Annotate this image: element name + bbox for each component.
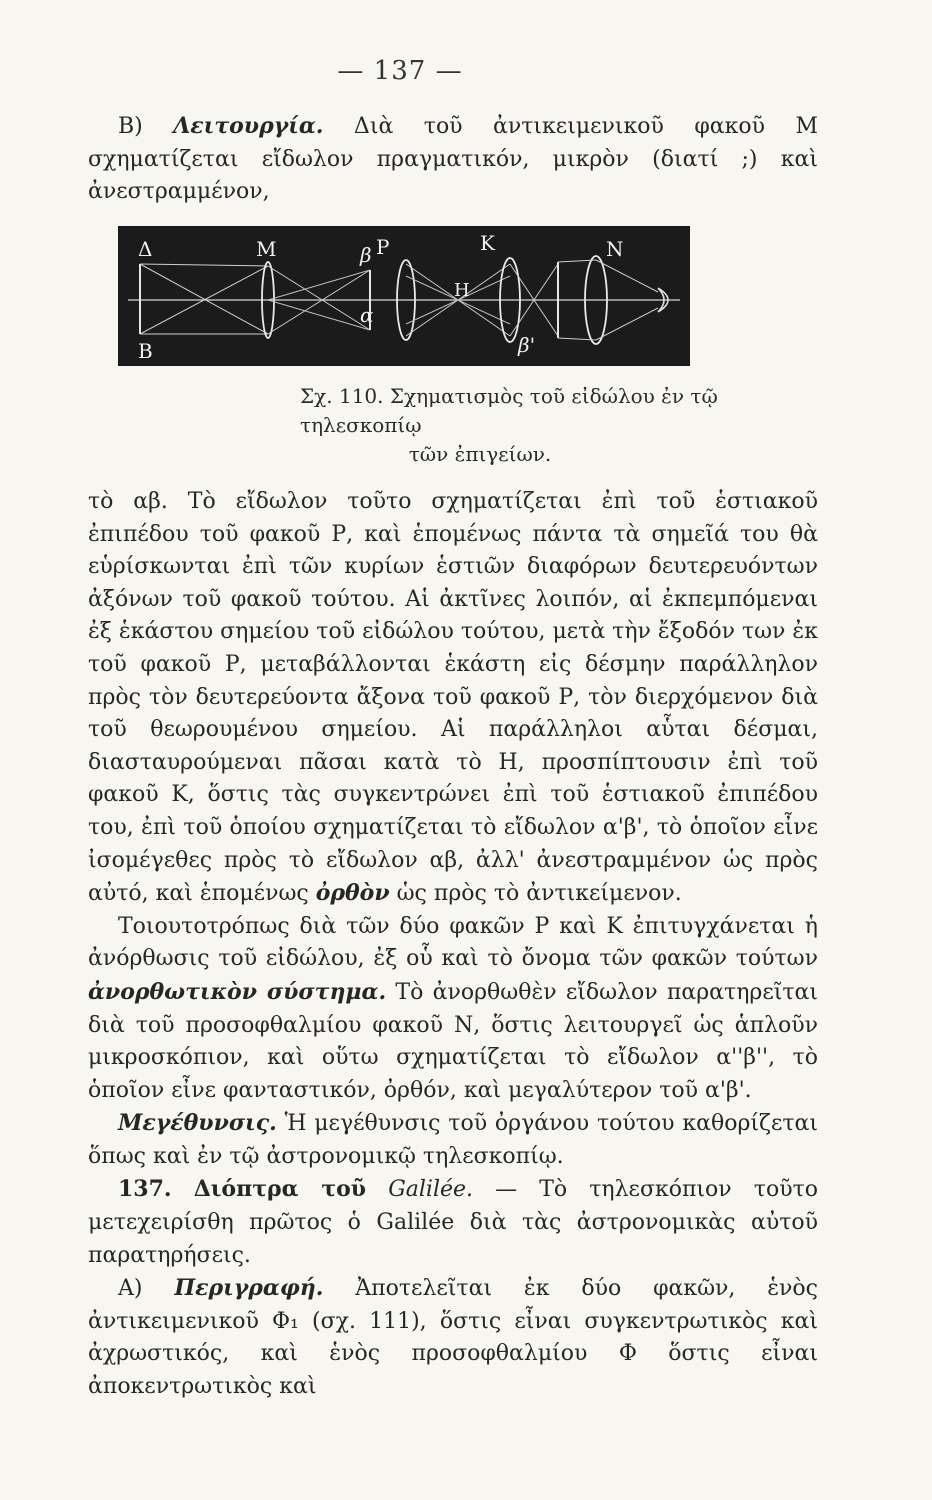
- caption-line-1: Σχ. 110. Σχηματισμὸς τοῦ εἰδώλου ἐν τῷ τηλεσκοπίῳ: [300, 384, 718, 437]
- paragraph-operation: [88, 110, 818, 209]
- paragraph-text-end: ὡς πρὸς τὸ ἀντικείμενον.: [389, 881, 682, 907]
- paragraph-text-end: Τὸ ἀνορθωθὲν εἴδωλον παρατηρεῖται διὰ τοῦ προσοφθαλμίου φακοῦ Ν, ὅστις λειτουργεῖ ὡς ἁπλοῦν μικροσκόπιον, καὶ οὕτω σχηματίζεται τὸ εἴδωλον α''β'', τὸ ὁποῖον εἶνε φανταστικόν, ὀρθόν, καὶ μεγαλύτερον τοῦ α'β'.: [88, 979, 819, 1103]
- label-m: M: [256, 237, 277, 261]
- label-alpha: α: [360, 303, 374, 327]
- section-title-italic: Galilée.: [388, 1177, 474, 1203]
- paragraph-text: τὸ αβ. Τὸ εἴδωλον τοῦτο σχηματίζεται ἐπὶ τοῦ ἑστιακοῦ ἐπιπέδου τοῦ φακοῦ Ρ, καὶ ἑπομένως πάντα τὰ σημεῖά του θὰ εὑρίσκωνται ἐπὶ τῶν κυρίων ἑστιῶν διαφόρων δευτερευόντων ἀξόνων τοῦ φακοῦ τούτου. Αἱ ἀκτῖνες λοιπόν, αἱ ἐκπεμπόμεναι ἐξ ἑκάστου σημείου τοῦ εἰδώλου τούτου, μετὰ τὴν ἔξοδόν των ἐκ τοῦ φακοῦ Ρ, μεταβάλλονται ἑκάστη εἰς δέσμην παράλληλον πρὸς τὸν δευτερεύοντα ἄξονα τοῦ φακοῦ Ρ, τὸν διερχόμενον διὰ τοῦ θεωρουμένου σημείου. Αἱ παράλληλοι αὗται δέσμαι, διασταυρούμεναι πᾶσαι κατὰ τὸ Η, προσπίπτουσιν ἐπὶ τοῦ φακοῦ Κ, ὅστις τὰς συγκεντρώνει ἐπὶ τοῦ ἑστιακοῦ ἐπιπέδου του, ἐπὶ τοῦ ὁποίου σχηματίζεται τὸ εἴδωλον α'β', τὸ ὁποῖον εἶνε ἰσομέγεθες πρὸς τὸ εἴδωλον αβ, ἀλλ' ἀνεστραμμένον ὡς πρὸς αὐτό, καὶ ἑπομένως: [88, 489, 818, 907]
- paragraph-main: [88, 486, 818, 1404]
- label-beta: β: [360, 243, 372, 267]
- section-title: Διόπτρα τοῦ: [193, 1176, 367, 1203]
- paragraph-text: Ἡ μεγέθυνσις τοῦ ὀργάνου τούτου καθορίζεται ὅπως καὶ ἐν τῷ ἀστρονομικῷ τηλεσκοπίῳ.: [88, 1111, 818, 1169]
- label-b-left: B: [138, 339, 153, 363]
- paragraph-label: A): [118, 1276, 143, 1302]
- telescope-diagram: [118, 226, 690, 366]
- section-text: — Τὸ τηλεσκόπιον τοῦτο μετεχειρίσθη πρῶτος ὁ Galilée διὰ τὰς ἀστρονομικὰς αὐτοῦ παρατηρήσεις.: [88, 1177, 818, 1268]
- paragraph-text: Διὰ τοῦ ἀντικειμενικοῦ φακοῦ Μ σχηματίζεται εἴδωλον πραγματικόν, μικρὸν (διατί ;) καὶ ἀνεστραμμένον,: [88, 114, 818, 205]
- label-n: N: [606, 237, 624, 261]
- page-number: — 137 —: [337, 56, 463, 86]
- label-k: K: [480, 231, 495, 255]
- paragraph-label: B): [118, 114, 143, 139]
- paragraph-text: Τοιουτοτρόπως διὰ τῶν δύο φακῶν Ρ καὶ Κ ἐπιτυγχάνεται ἡ ἀνόρθωσις τοῦ εἰδώλου, ἐξ οὗ καὶ τὸ ὄνομα τῶν φακῶν τούτων: [88, 913, 818, 972]
- paragraph-text: Ἀποτελεῖται ἐκ δύο φακῶν, ἑνὸς ἀντικειμενικοῦ Φ₁ (σχ. 111), ὅστις εἶναι συγκεντρωτικὸς καὶ ἀχρωστικός, καὶ ἑνὸς προσοφθαλμίου Φ ὅστις εἶναι ἀποκεντρωτικὸς καὶ: [88, 1276, 818, 1400]
- emphasis-text: ἀνορθωτικὸν σύστημα.: [88, 978, 387, 1005]
- label-h: H: [454, 280, 470, 301]
- paragraph-heading: Περιγραφή.: [174, 1275, 324, 1302]
- paragraph-heading: Μεγέθυνσις.: [118, 1110, 277, 1137]
- label-delta: Δ: [138, 237, 153, 261]
- label-p: P: [376, 235, 390, 259]
- emphasis-text: ὀρθὸν: [315, 880, 390, 907]
- paragraph-heading: Λειτουργία.: [173, 113, 324, 139]
- caption-line-2: τῶν ἐπιγείων.: [408, 442, 552, 466]
- section-number: 137.: [118, 1176, 172, 1203]
- label-beta-prime: β': [518, 333, 536, 357]
- figure-caption: [300, 382, 720, 469]
